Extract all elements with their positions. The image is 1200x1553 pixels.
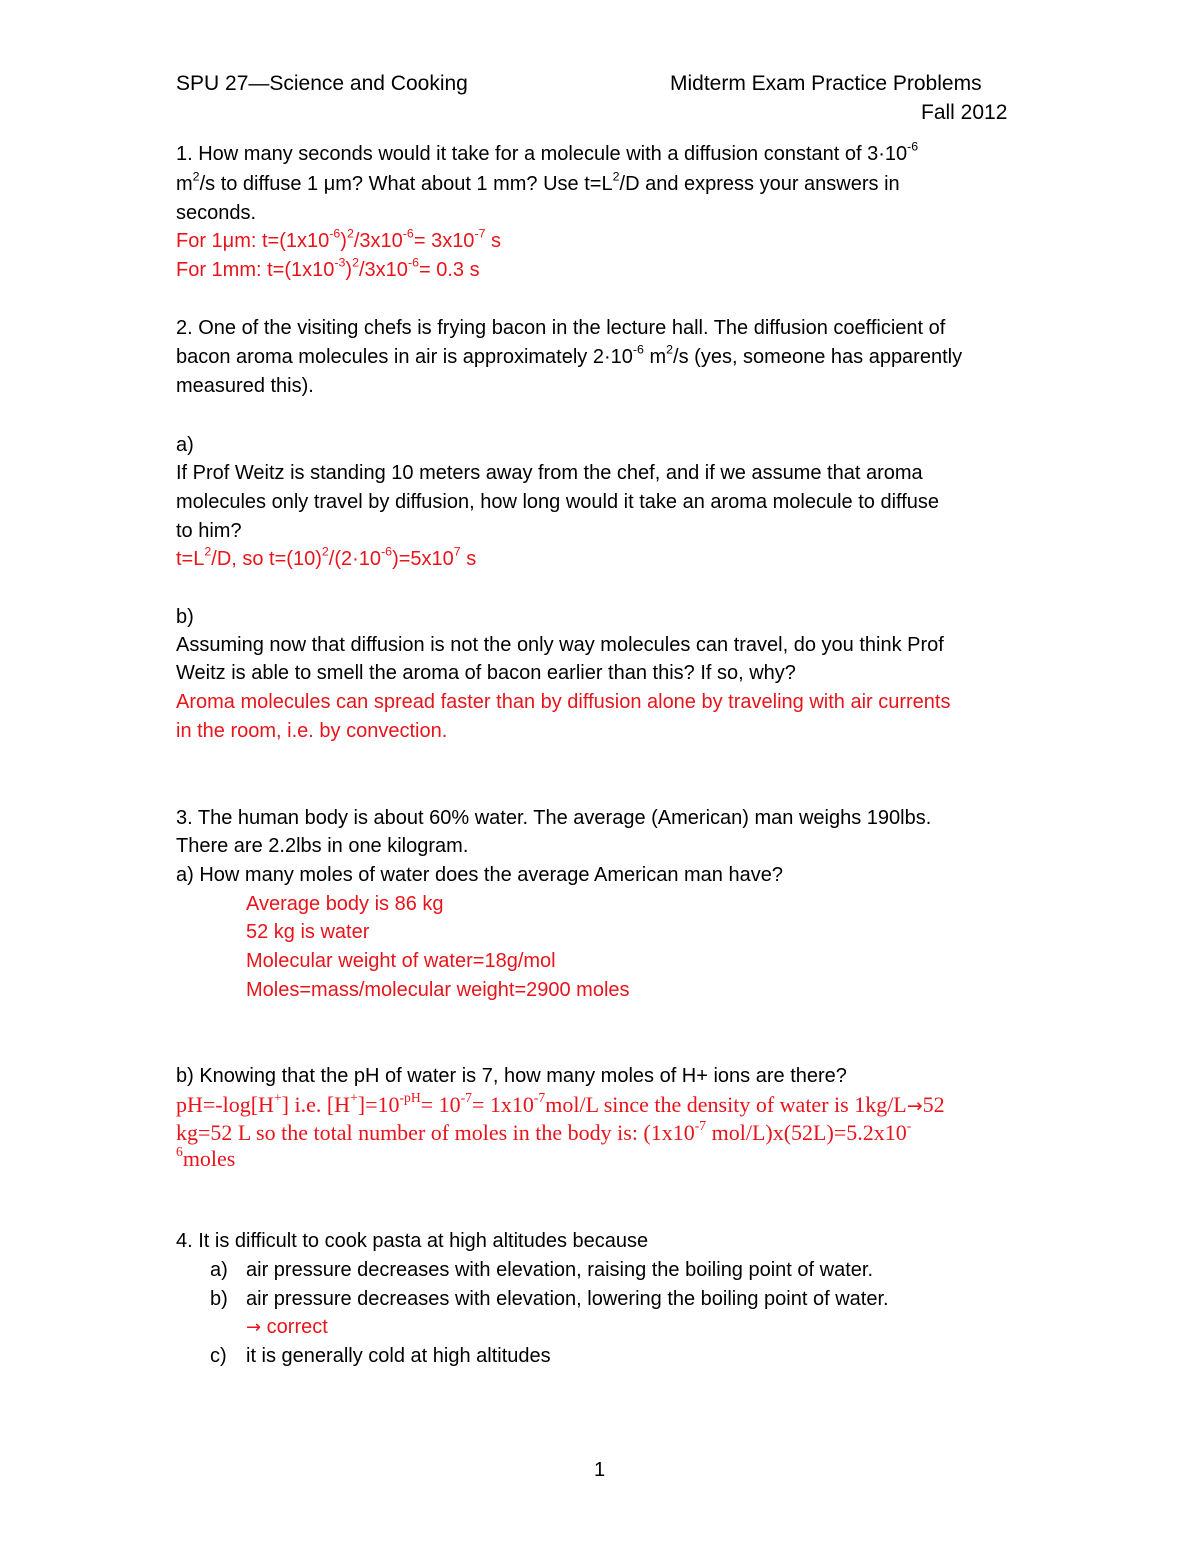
q2b-answer-1: Aroma molecules can spread faster than by diffusion alone by traveling with air currents xyxy=(176,691,951,713)
q2a-line-3: to him? xyxy=(176,520,242,542)
answer-text: s xyxy=(460,548,477,570)
option-letter: a) xyxy=(210,1259,228,1281)
q3-line-1: 3. The human body is about 60% water. The average (American) man weighs 190lbs. xyxy=(176,807,932,829)
answer-exponent: -7 xyxy=(533,1089,546,1105)
answer-exponent: + xyxy=(273,1089,282,1105)
option-text: it is generally cold at high altitudes xyxy=(246,1345,551,1367)
page-number: 1 xyxy=(594,1459,606,1481)
q4-stem: 4. It is difficult to cook pasta at high altitudes because xyxy=(176,1230,649,1252)
answer-exponent: -6 xyxy=(329,226,341,241)
q2b-answer-2: in the room, i.e. by convection. xyxy=(176,720,448,742)
q3a-question: a) How many moles of water does the average American man have? xyxy=(176,864,783,886)
answer-exponent: -7 xyxy=(694,1117,707,1133)
q3a-answer-1: Average body is 86 kg xyxy=(246,893,444,915)
q1-exponent: -6 xyxy=(907,139,919,154)
q2-line-3: measured this). xyxy=(176,375,314,397)
q2b-line-1: Assuming now that diffusion is not the only way molecules can travel, do you think Prof xyxy=(176,634,944,656)
answer-text: = 10 xyxy=(420,1092,461,1117)
q2a-answer xyxy=(176,544,477,571)
q1-exponent: 2 xyxy=(612,169,620,184)
course-title: SPU 27—Science and Cooking xyxy=(176,72,468,95)
answer-exponent: - xyxy=(906,1117,912,1133)
q2b-label: b) xyxy=(176,606,194,628)
answer-text: ] i.e. [H xyxy=(281,1092,351,1117)
answer-exponent: -7 xyxy=(474,226,486,241)
answer-text: moles xyxy=(182,1146,236,1171)
answer-text: 52 xyxy=(922,1092,945,1117)
q2a-line-2: molecules only travel by diffusion, how long would it take an aroma molecule to diffuse xyxy=(176,491,940,513)
answer-text: /D, so t=(10) xyxy=(211,548,322,570)
arrow-icon: → xyxy=(906,1095,923,1117)
q1-answer-1 xyxy=(176,226,502,253)
answer-text: s xyxy=(485,230,502,252)
answer-text: /3x10 xyxy=(353,230,403,252)
answer-exponent: -7 xyxy=(460,1089,472,1105)
answer-text: ]=10 xyxy=(357,1092,400,1117)
option-letter: c) xyxy=(210,1345,227,1367)
answer-text: For 1mm: t=(1x10 xyxy=(176,259,335,281)
arrow-icon: → xyxy=(246,1317,262,1338)
answer-text: ) xyxy=(340,230,347,252)
option-text: air pressure decreases with elevation, raising the boiling point of water. xyxy=(246,1259,874,1281)
answer-exponent: -6 xyxy=(381,544,393,559)
q1-text: /s to diffuse 1 μm? What about 1 mm? Use t=L xyxy=(199,173,613,195)
answer-text: = 0.3 s xyxy=(418,259,480,281)
exam-title: Midterm Exam Practice Problems xyxy=(670,72,982,95)
answer-exponent: -6 xyxy=(402,226,414,241)
q2a-line-1: If Prof Weitz is standing 10 meters away from the chef, and if we assume that aroma xyxy=(176,462,923,484)
answer-exponent: 2 xyxy=(346,226,354,241)
answer-text: )=5x10 xyxy=(392,548,454,570)
q2-exponent: -6 xyxy=(632,342,644,357)
answer-text: t=L xyxy=(176,548,205,570)
q2-text: bacon aroma molecules in air is approximately 2·10 xyxy=(176,346,633,368)
answer-exponent: 6 xyxy=(176,1143,183,1159)
q1-line-1 xyxy=(176,139,919,166)
q3a-answer-4: Moles=mass/molecular weight=2900 moles xyxy=(246,979,630,1001)
q2a-label: a) xyxy=(176,434,194,456)
q3-line-2: There are 2.2lbs in one kilogram. xyxy=(176,835,469,857)
answer-exponent: + xyxy=(350,1089,358,1105)
answer-exponent: -3 xyxy=(334,255,346,270)
answer-exponent: 2 xyxy=(321,544,329,559)
answer-exponent: 2 xyxy=(204,544,212,559)
option-letter: b) xyxy=(210,1288,228,1310)
q1-exponent: 2 xyxy=(192,169,200,184)
answer-text: mol/L since the density of water is 1kg/L xyxy=(545,1092,907,1117)
q2-line-2 xyxy=(176,342,963,369)
q1-line-2 xyxy=(176,169,900,196)
q3a-answer-2: 52 kg is water xyxy=(246,921,370,943)
term-label: Fall 2012 xyxy=(921,101,1008,124)
q1-text: m xyxy=(176,173,193,195)
q2b-line-2: Weitz is able to smell the aroma of bacon earlier than this? If so, why? xyxy=(176,662,796,684)
q4-correct-marker xyxy=(246,1316,328,1339)
q2-text: /s (yes, someone has apparently xyxy=(673,346,963,368)
q1-answer-2 xyxy=(176,255,480,282)
answer-text: = 3x10 xyxy=(413,230,475,252)
answer-exponent: -6 xyxy=(407,255,419,270)
q3b-answer-1 xyxy=(176,1089,945,1118)
q1-text: 1. How many seconds would it take for a molecule with a diffusion constant of 3·10 xyxy=(176,143,908,165)
answer-text: mol/L)x(52L)=5.2x10 xyxy=(706,1120,907,1145)
option-text: air pressure decreases with elevation, lowering the boiling point of water. xyxy=(246,1288,889,1310)
q3b-answer-3 xyxy=(176,1143,236,1172)
q3a-answer-3: Molecular weight of water=18g/mol xyxy=(246,950,556,972)
correct-label: correct xyxy=(266,1316,328,1338)
answer-text: = 1x10 xyxy=(471,1092,534,1117)
q1-line-3: seconds. xyxy=(176,202,257,224)
answer-text: For 1μm: t=(1x10 xyxy=(176,230,330,252)
q3b-answer-2 xyxy=(176,1117,912,1146)
answer-exponent: 2 xyxy=(352,255,359,270)
q2-text: m xyxy=(643,346,667,368)
q2-exponent: 2 xyxy=(666,342,674,357)
answer-text: pH=-log[H xyxy=(176,1092,274,1117)
answer-text: /3x10 xyxy=(359,259,408,281)
answer-text: kg=52 L so the total number of moles in the body is: (1x10 xyxy=(176,1120,695,1145)
q1-text: /D and express your answers in xyxy=(619,173,900,195)
q3b-question: b) Knowing that the pH of water is 7, how many moles of H+ ions are there? xyxy=(176,1065,847,1087)
answer-text: ) xyxy=(345,259,353,281)
answer-exponent: 7 xyxy=(453,544,461,559)
answer-exponent: -pH xyxy=(399,1089,421,1105)
answer-text: /(2·10 xyxy=(328,548,382,570)
q2-line-1: 2. One of the visiting chefs is frying bacon in the lecture hall. The diffusion coefficient of xyxy=(176,317,946,339)
